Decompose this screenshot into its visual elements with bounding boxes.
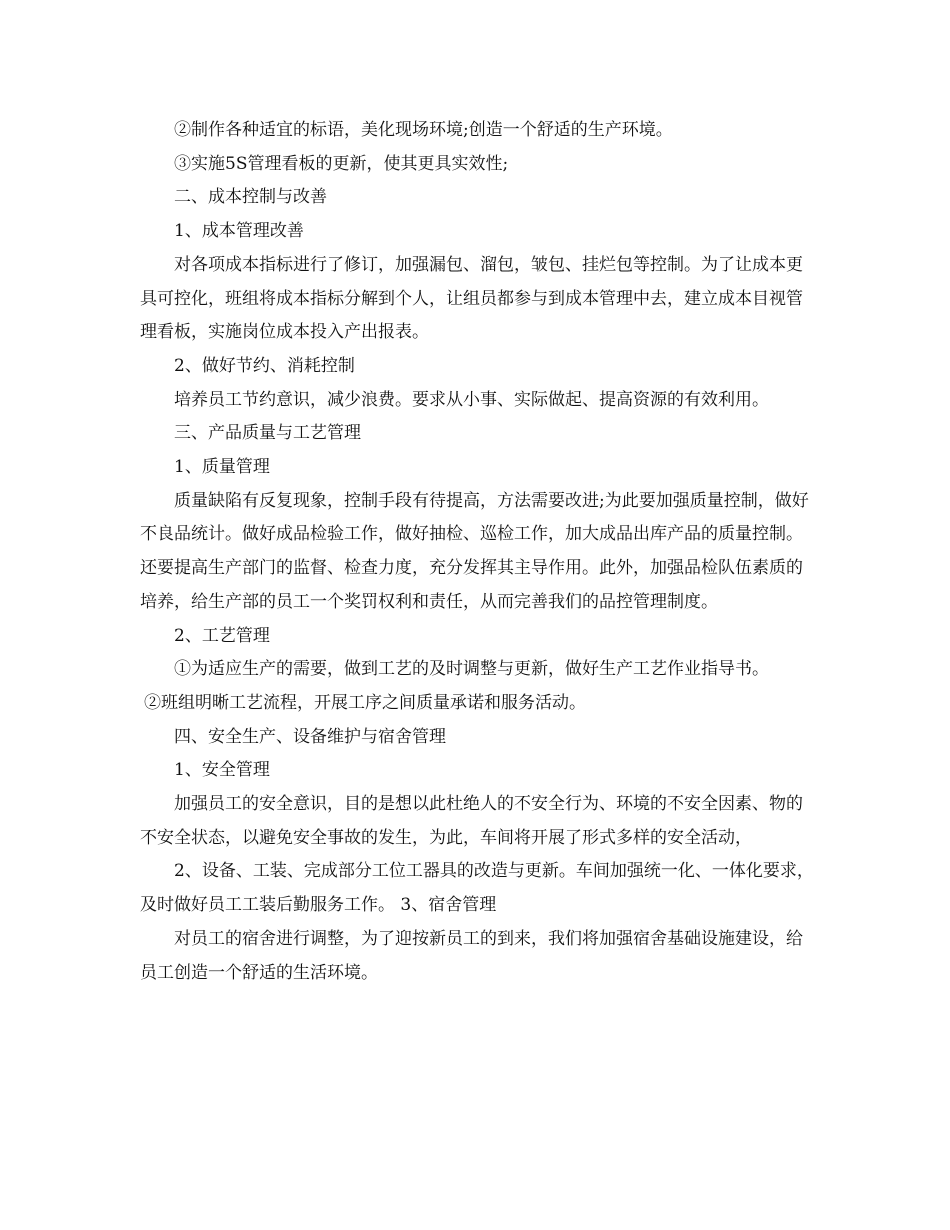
paragraph-saving-control: 培养员工节约意识，减少浪费。要求从小事、实际做起、提高资源的有效利用。 — [174, 389, 769, 410]
subheading-saving-control: 2、做好节约、消耗控制 — [174, 355, 355, 376]
document-body — [140, 114, 815, 990]
section-heading-quality-process: 三、产品质量与工艺管理 — [174, 423, 361, 444]
subheading-quality-management: 1、质量管理 — [174, 457, 270, 478]
paragraph-dorm-management: 对员工的宿舍进行调整，为了迎按新员工的到来，我们将加强宿舍基础设施建设，给员工创造一个舒适的生活环境。 — [140, 928, 803, 983]
paragraph-safety-management: 加强员工的安全意识，目的是想以此杜绝人的不安全行为、环境的不安全因素、物的不安全状态，以避免安全事故的发生，为此，车间将开展了形式多样的安全活动， — [140, 794, 803, 848]
paragraph-process-1: ①为适应生产的需要，做到工艺的及时调整与更新，做好生产工艺作业指导书。 — [174, 659, 769, 680]
paragraph-2: ③实施5S管理看板的更新，使其更具实效性; — [174, 153, 509, 174]
subheading-process-management: 2、工艺管理 — [174, 625, 270, 646]
paragraph-quality-management: 质量缺陷有反复现象，控制手段有待提高，方法需要改进;为此要加强质量控制，做好不良品统计。做好成品检验工作，做好抽检、巡检工作，加大成品出库产品的质量控制。还要提高生产部门的监督、检查力度，充分发挥其主导作用。此外，加强品检队伍素质的培养，给生产部的员工一个奖罚权利和责任，从而完善我们的品控管理制度。 — [140, 490, 809, 612]
paragraph-equipment-and-dorm-heading: 2、设备、工装、完成部分工位工器具的改造与更新。车间加强统一化、一体化要求，及时做好员工工装后勤服务工作。 3、宿舍管理 — [140, 861, 814, 916]
subheading-safety-management: 1、安全管理 — [174, 760, 270, 781]
paragraph-process-2: ②班组明晰工艺流程，开展工序之间质量承诺和服务活动。 — [144, 692, 586, 713]
section-heading-safety-equipment-dorm: 四、安全生产、设备维护与宿舍管理 — [174, 726, 446, 747]
section-heading-cost-control: 二、成本控制与改善 — [174, 187, 327, 208]
subheading-cost-management: 1、成本管理改善 — [174, 221, 304, 242]
paragraph-cost-management: 对各项成本指标进行了修订，加强漏包、溜包，皱包、挂烂包等控制。为了让成本更具可控化，班组将成本指标分解到个人，让组员都参与到成本管理中去，建立成本目视管理看板，实施岗位成本投入产出报表。 — [140, 254, 803, 343]
paragraph-1: ②制作各种适宜的标语，美化现场环境;创造一个舒适的生产环境。 — [174, 120, 673, 140]
